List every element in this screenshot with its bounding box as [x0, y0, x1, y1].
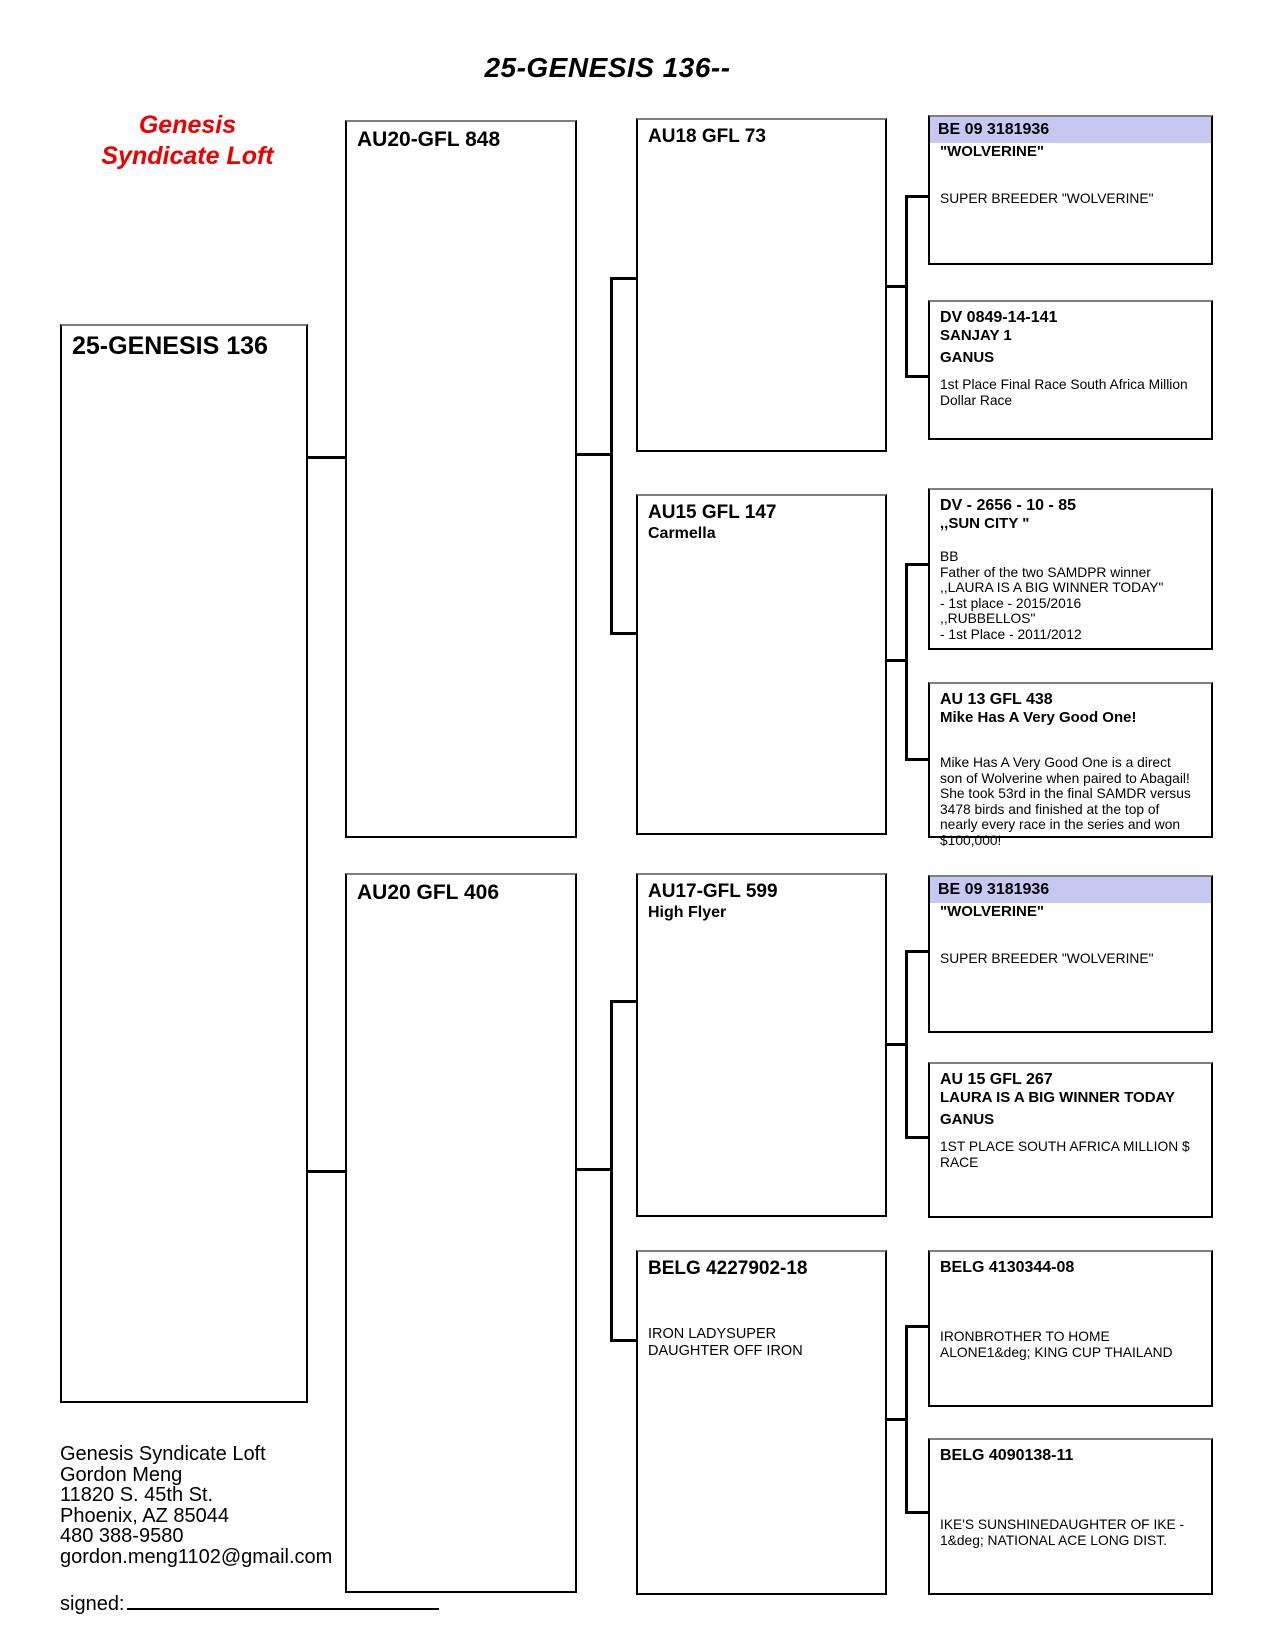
note-line: SUPER BREEDER "WOLVERINE"	[940, 191, 1154, 206]
great-grandparent-7-note	[940, 1329, 1201, 1360]
connector-line	[905, 195, 908, 378]
great-grandparent-box-7	[928, 1250, 1213, 1407]
great-grandparent-5-note	[940, 951, 1201, 967]
connector-line	[905, 195, 928, 198]
grandparent-box-4	[636, 1250, 887, 1595]
grandparent-box-1	[636, 118, 887, 452]
connector-line	[577, 453, 613, 456]
grandparent-1-ring: AU18 GFL 73	[648, 126, 766, 147]
note-line: IRONBROTHER TO HOME	[940, 1329, 1110, 1344]
great-grandparent-6-strain: GANUS	[940, 1111, 995, 1128]
sire-ring: AU20-GFL 848	[357, 128, 501, 151]
great-grandparent-4-name: Mike Has A Very Good One!	[940, 709, 1137, 726]
page-title: 25-GENESIS 136--	[484, 52, 731, 83]
great-grandparent-6-name: LAURA IS A BIG WINNER TODAY	[940, 1089, 1176, 1106]
great-grandparent-box-3	[928, 488, 1213, 650]
great-grandparent-3-ring: DV - 2656 - 10 - 85	[940, 497, 1077, 514]
connector-line	[610, 632, 636, 635]
connector-line	[905, 950, 908, 1139]
note-line: 1ST PLACE SOUTH AFRICA MILLION $	[940, 1139, 1190, 1154]
connector-line	[905, 950, 928, 953]
great-grandparent-1-ring: BE 09 3181936	[938, 121, 1050, 138]
grandparent-2-ring: AU15 GFL 147	[648, 502, 777, 523]
great-grandparent-box-6	[928, 1062, 1213, 1218]
great-grandparent-6-note	[940, 1139, 1201, 1170]
note-line: She took 53rd in the final SAMDR versus	[940, 786, 1191, 801]
grandparent-box-3	[636, 873, 887, 1217]
great-grandparent-2-ring: DV 0849-14-141	[940, 309, 1058, 326]
note-line: Father of the two SAMDPR winner	[940, 564, 1151, 580]
grandparent-2-name: Carmella	[648, 525, 716, 542]
signature-line	[127, 1592, 439, 1610]
grandparent-3-name: High Flyer	[648, 904, 727, 921]
connector-line	[610, 1339, 636, 1342]
connector-line	[610, 277, 613, 635]
great-grandparent-2-name: SANJAY 1	[940, 327, 1012, 344]
note-line: - 1st Place - 2011/2012	[940, 626, 1082, 642]
highlight-band	[930, 117, 1211, 143]
great-grandparent-box-5	[928, 875, 1213, 1033]
grandparent-box-2	[636, 494, 887, 835]
great-grandparent-2-strain: GANUS	[940, 349, 995, 366]
great-grandparent-2-note	[940, 377, 1201, 408]
contact-line: 11820 S. 45th St.	[60, 1484, 214, 1506]
note-line: 1&deg; NATIONAL ACE LONG DIST.	[940, 1532, 1167, 1548]
contact-line: gordon.meng1102@gmail.com	[60, 1545, 333, 1568]
great-grandparent-3-name: ,,SUN CITY "	[940, 515, 1030, 532]
contact-line: 480 388-9580	[60, 1525, 184, 1547]
connector-line	[610, 1000, 636, 1003]
note-line: $100,000!	[940, 832, 1002, 848]
great-grandparent-box-4	[928, 682, 1213, 848]
connector-line	[905, 1325, 928, 1328]
connector-line	[905, 1325, 908, 1514]
great-grandparent-7-ring: BELG 4130344-08	[940, 1259, 1075, 1276]
contact-line: Phoenix, AZ 85044	[60, 1504, 230, 1527]
note-line: IRON LADYSUPER	[648, 1326, 777, 1342]
connector-line	[905, 1136, 928, 1139]
note-line: ALONE1&deg; KING CUP THAILAND	[940, 1344, 1173, 1360]
connector-line	[905, 758, 928, 761]
great-grandparent-1-note	[940, 191, 1201, 207]
subject-ring: 25-GENESIS 136	[72, 332, 268, 360]
sire-box	[345, 120, 577, 838]
connector-line	[905, 375, 928, 378]
loft-name	[55, 110, 320, 172]
contact-line: Gordon Meng	[60, 1463, 183, 1486]
note-line: Mike Has A Very Good One is a direct	[940, 755, 1171, 770]
dam-box	[345, 873, 577, 1593]
note-line: SUPER BREEDER "WOLVERINE"	[940, 951, 1154, 966]
note-line: 3478 birds and finished at the top of	[940, 801, 1160, 817]
note-line: nearly every race in the series and won	[940, 817, 1181, 832]
great-grandparent-6-ring: AU 15 GFL 267	[940, 1071, 1053, 1088]
grandparent-3-ring: AU17-GFL 599	[648, 881, 778, 902]
great-grandparent-box-2	[928, 300, 1213, 440]
great-grandparent-5-ring: BE 09 3181936	[938, 881, 1050, 898]
loft-name-line1: Genesis	[138, 111, 237, 139]
signed-row	[60, 1592, 439, 1616]
highlight-band	[930, 877, 1211, 903]
note-line: ,,LAURA IS A BIG WINNER TODAY"	[940, 580, 1164, 595]
signed-label: signed:	[60, 1593, 125, 1615]
note-line: IKE'S SUNSHINEDAUGHTER OF IKE -	[940, 1517, 1185, 1532]
note-line: Dollar Race	[940, 392, 1013, 408]
connector-line	[610, 277, 636, 280]
connector-line	[905, 563, 908, 761]
subject-box	[60, 324, 308, 1403]
connector-line	[308, 1170, 345, 1173]
note-line: RACE	[940, 1154, 979, 1170]
great-grandparent-box-1	[928, 115, 1213, 265]
loft-name-line2: Syndicate Loft	[101, 142, 274, 170]
great-grandparent-8-ring: BELG 4090138-11	[940, 1447, 1074, 1464]
connector-line	[577, 1168, 613, 1171]
loft-contact-info	[60, 1444, 332, 1567]
contact-line: Genesis Syndicate Loft	[60, 1443, 266, 1465]
note-line: ,,RUBBELLOS"	[940, 611, 1036, 626]
great-grandparent-3-note	[940, 549, 1201, 642]
note-line: son of Wolverine when paired to Abagail!	[940, 770, 1190, 786]
connector-line	[610, 1000, 613, 1342]
great-grandparent-8-note	[940, 1517, 1201, 1548]
grandparent-4-ring: BELG 4227902-18	[648, 1258, 808, 1279]
great-grandparent-5-name: "WOLVERINE"	[940, 903, 1044, 920]
note-line: DAUGHTER OFF IRON	[648, 1343, 803, 1359]
grandparent-4-note	[648, 1326, 875, 1360]
note-line: 1st Place Final Race South Africa Million	[940, 377, 1188, 392]
great-grandparent-4-note	[940, 755, 1201, 848]
note-line: - 1st place - 2015/2016	[940, 595, 1082, 611]
dam-ring: AU20 GFL 406	[357, 881, 500, 904]
note-line: BB	[940, 549, 959, 564]
great-grandparent-1-name: "WOLVERINE"	[940, 143, 1044, 160]
connector-line	[905, 1511, 928, 1514]
connector-line	[308, 456, 345, 459]
great-grandparent-4-ring: AU 13 GFL 438	[940, 691, 1053, 708]
connector-line	[905, 563, 928, 566]
great-grandparent-box-8	[928, 1438, 1213, 1595]
